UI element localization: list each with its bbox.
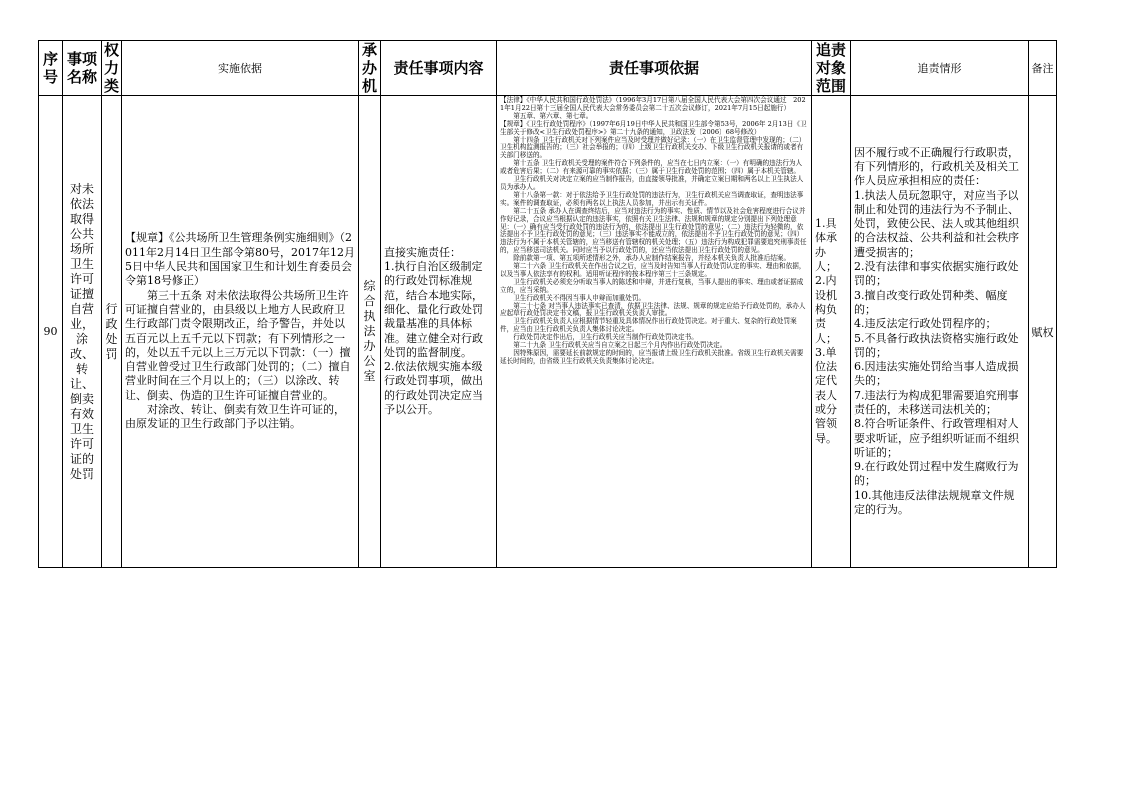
situation-line: 8.符合听证条件、行政管理相对人要求听证，应予组织听证而不组织听证的；	[854, 417, 1019, 459]
situation-line: 9.在行政处罚过程中发生腐败行为的；	[854, 460, 1019, 488]
cell-dept: 综合执法办公室	[359, 96, 381, 568]
cell-situation	[851, 96, 1029, 568]
cell-basis	[122, 96, 359, 568]
resp-basis-line: 第十四条 卫生行政机关对下列案件应当及时受理并做好记录：（一）在卫生监督管理中发现的；（二）卫生机构监测报告的；（三）社会举报的；（四）上级卫生行政机关交办、下级卫生行政机关报请的或者有关部门移送的。	[500, 135, 806, 160]
header-remark: 备注	[1029, 41, 1057, 96]
header-basis: 实施依据	[122, 41, 359, 96]
resp-line: 直接实施责任：	[384, 245, 461, 259]
situation-line: 5.不具备行政执法资格实施行政处罚的；	[854, 331, 1019, 359]
resp-basis-line: 第十五条 卫生行政机关受理的案件符合下列条件的，应当在七日内立案：（一）有明确的违法行为人或者危害后果；（二）有来源可靠的事实依据；（三）属于卫生行政处罚的范围；（四）属于本机关管辖。	[500, 159, 803, 176]
resp-basis-line: 行政处罚决定作出后，卫生行政机关应当制作行政处罚决定书。	[513, 333, 698, 342]
resp-basis-line: 【规章】《卫生行政处罚程序》（1997年6月19日中华人民共和国卫生部令第53号，2006年 2月13日《卫生部关于修改<卫生行政处罚程序>》第二十九条的通知，卫政法发〔2006〕68号修改）	[500, 119, 807, 136]
situation-line: 7.违法行为构成犯罪需要追究刑事责任的，未移送司法机关的；	[854, 388, 1019, 416]
resp-basis-line: 卫生行政机关对决定立案的应当制作报告，由直接领导批准，并确定立案日期和两名以上卫生执法人员为承办人。	[500, 175, 804, 191]
header-target: 追责对象范围	[812, 41, 851, 96]
situation-line: 3.擅自改变行政处罚种类、幅度的；	[854, 288, 1008, 316]
situation-line: 4.违反法定行政处罚程序的；	[854, 317, 997, 331]
header-name: 事项名称	[63, 41, 102, 96]
basis-line: 第三十五条 对未依法取得公共场所卫生许可证擅自营业的，由县级以上地方人民政府卫生行政部门责令限期改正，给予警告，并处以五百元以上五千元以下罚款；有下列情形之一的，处以五千元以上三万元以下罚款：（一）擅自营业曾受过卫生行政部门处罚的；（二）擅自营业时间在三个月以上的；（三）以涂改、转让、倒卖、伪造的卫生许可证擅自营业的。	[125, 288, 351, 402]
responsibility-table	[38, 40, 1057, 568]
resp-basis-line: 第二十五条 承办人在调查终结后，应当对违法行为的事实、性质、情节以及社会危害程度进行合议并作好记录，合议应当根据认定的违法事实，依照有关卫生法律、法规和规章的规定分别提出下列处理意见：（一）确有应当受行政处罚的违法行为的，依法提出卫生行政处罚的意见；（二）违法行为轻微的，依法提出不予卫生行政处罚的意见；（三）违法事实不能成立的，依法提出不予卫生行政处罚的意见；（四）违法行为不属于本机关管辖的，应当移送有管辖权的机关处理；（五）违法行为构成犯罪需要追究刑事责任的，应当移送司法机关。同时应当予以行政处罚的，还应当依法提出卫生行政处罚的意见。	[500, 206, 807, 255]
header-resp: 责任事项内容	[381, 41, 497, 96]
basis-line: 【规章】《公共场所卫生管理条例实施细则》（2011年2月14日卫生部令第80号，2017年12月5日中华人民共和国国家卫生和计划生育委员会令第18号修正）	[125, 231, 355, 288]
header-resp-basis: 责任事项依据	[497, 41, 812, 96]
resp-basis-line: 第五章、第六章、第七章。	[513, 111, 593, 120]
cell-seq: 90	[39, 96, 63, 568]
situation-line: 因不履行或不正确履行行政职责，有下列情形的，行政机关及相关工作人员应承担相应的责任：	[854, 145, 1019, 188]
cell-type: 行政处罚	[102, 96, 122, 568]
header-type: 权力类	[102, 41, 122, 96]
resp-line: 1.执行自治区级制定的行政处罚标准规范，结合本地实际，细化、量化行政处罚裁量基准的具体标准。建立健全对行政处罚的监督制度。	[384, 260, 483, 359]
cell-resp	[381, 96, 497, 568]
resp-line: 2.依法依规实施本级行政处罚事项，做出的行政处罚决定应当予以公开。	[384, 360, 483, 416]
resp-basis-line: 第二十九条 卫生行政机关应当自立案之日起三个月内作出行政处罚决定。	[513, 341, 727, 350]
cell-resp-basis	[497, 96, 812, 568]
resp-basis-line: 卫生行政机关不得因当事人申辩而加重处罚。	[513, 293, 646, 302]
resp-basis-line: 因特殊原因，需要延长前款规定的时间的，应当报请上级卫生行政机关批准。省级卫生行政机关需要延长时间的，由省级卫生行政机关负责集体讨论决定。	[500, 349, 804, 365]
resp-basis-line: 【法律】《中华人民共和国行政处罚法》（1996年3月17日第八届全国人民代表大会第四次会议通过 2021年1月22日第十三届全国人民代表大会常务委员会第二十五次会议修订，2021年7月15日起施行）	[500, 96, 806, 112]
resp-basis-line: 第十八条第一款：对于依法给予卫生行政处罚的违法行为，卫生行政机关应当调查取证，查明违法事实。案件的调查取证，必须有两名以上执法人员参加，并出示有关证件。	[500, 190, 804, 207]
cell-remark: 赋权	[1029, 96, 1057, 568]
resp-basis-line: 卫生行政机关必须充分听取当事人的陈述和申辩，并进行复核，当事人提出的事实、理由或者证据成立的，应当采纳。	[500, 277, 804, 294]
resp-basis-line: 第二十七条 对当事人违法事实已查清，依据卫生法律、法规、规章的规定应给予行政处罚的，承办人应起草行政处罚决定书文稿，报卫生行政机关负责人审批。	[500, 301, 806, 318]
resp-basis-line: 卫生行政机关负责人应根据情节轻重及具体情况作出行政处罚决定。对于重大、复杂的行政处罚案件，应当由卫生行政机关负责人集体讨论决定。	[500, 317, 797, 334]
cell-target: 1.具体承办人；2.内设机构负责人；3.单位法定代表人或分管领导。	[812, 96, 851, 568]
resp-basis-line: 除前款第一项、第五项所述情形之外，承办人应制作结案报告，并经本机关负责人批准后结案。	[513, 254, 791, 263]
cell-name: 对未依法取得公共场所卫生许可证擅自营业，涂改、转让、倒卖有效卫生许可证的处罚	[63, 96, 102, 568]
header-dept: 承办机	[359, 41, 381, 96]
situation-line: 2.没有法律和事实依据实施行政处罚的；	[854, 260, 1019, 288]
situation-line: 10.其他违反法律法规规章文件规定的行为。	[854, 488, 1015, 517]
header-situation: 追责情形	[851, 41, 1029, 96]
table-row	[39, 96, 1057, 568]
basis-line: 对涂改、转让、倒卖有效卫生许可证的，由原发证的卫生行政部门予以注销。	[125, 402, 345, 431]
situation-line: 6.因违法实施处罚给当事人造成损失的；	[854, 360, 1019, 388]
header-row	[39, 41, 1057, 96]
situation-line: 1.执法人员玩忽职守，对应当予以制止和处罚的违法行为不予制止、处罚，致使公民、法人或其他组织的合法权益、公共利益和社会秩序遭受损害的；	[854, 188, 1019, 259]
header-seq: 序号	[39, 41, 63, 96]
resp-basis-line: 第二十六条 卫生行政机关在作出合议之后，应当及时告知当事人行政处罚认定的事实、理由和依据，以及当事人依法享有的权利。适用听证程序的按本程序第三十三条规定。	[500, 262, 806, 278]
